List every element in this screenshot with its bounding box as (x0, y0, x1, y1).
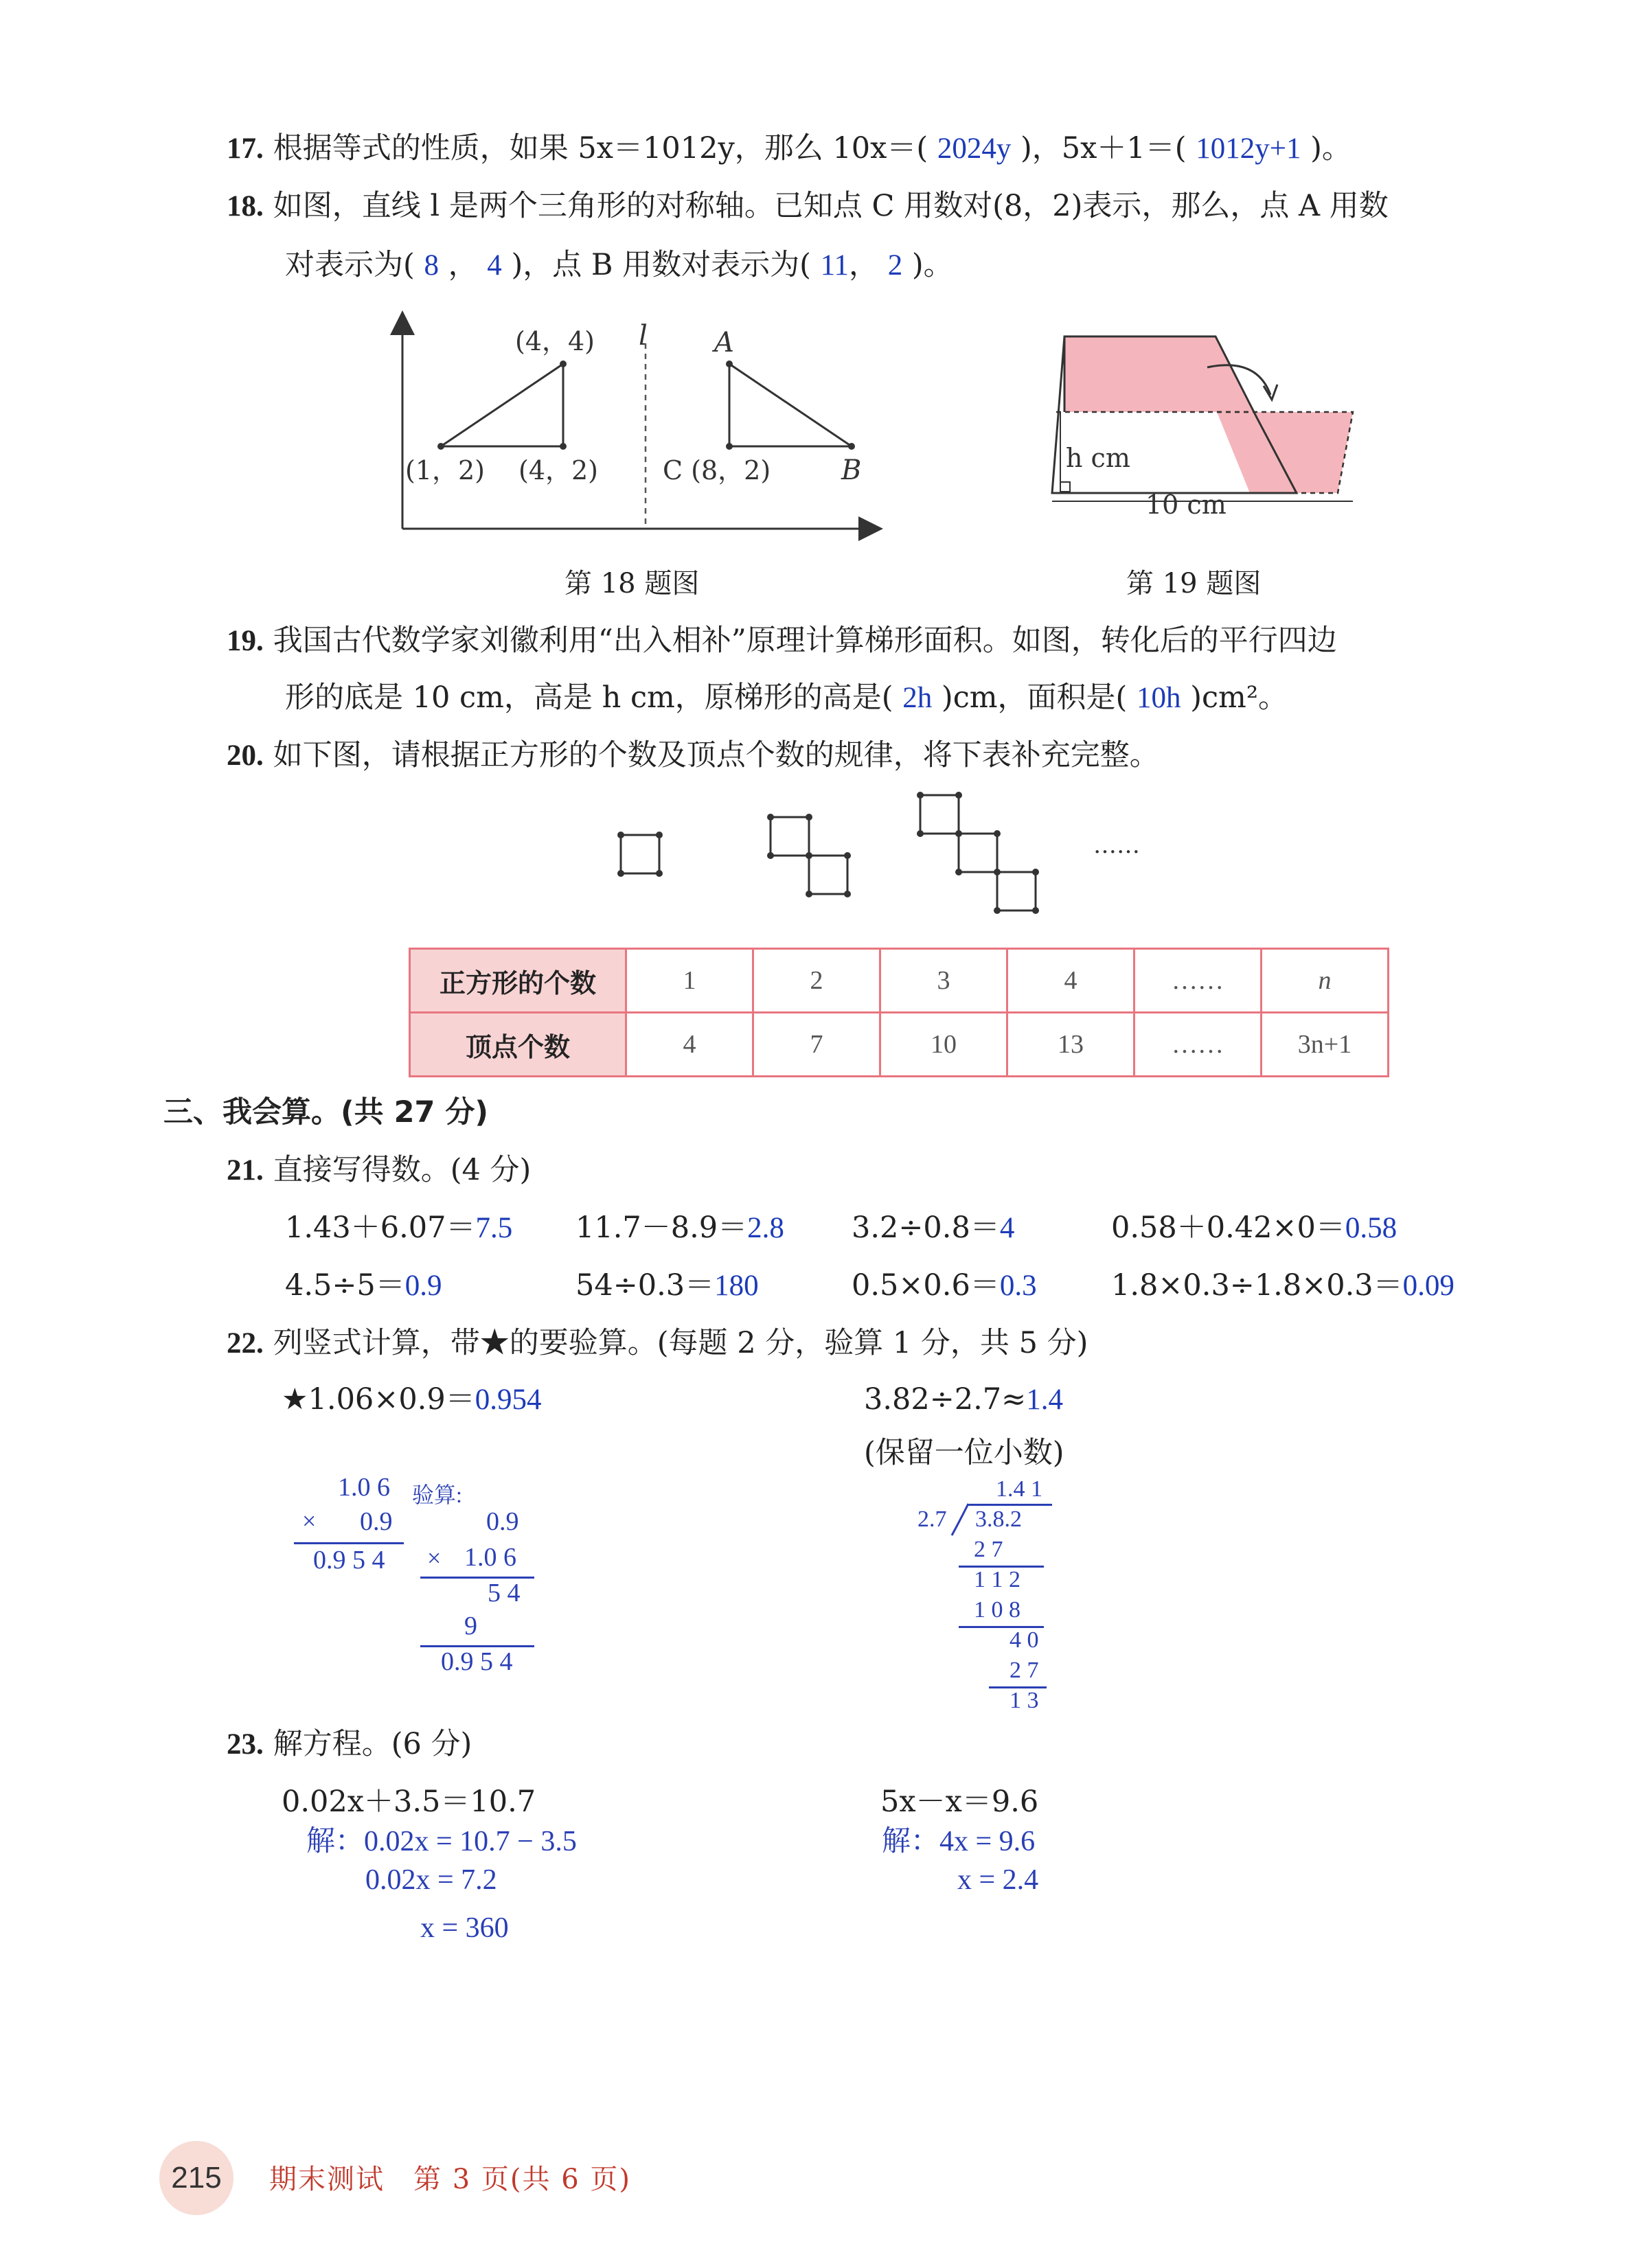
eq2-step-1: 解：4x = 9.6 (882, 1826, 1036, 1857)
check-partial-2: 9 (464, 1612, 477, 1640)
expression: 0.5×0.6＝ (852, 1268, 1000, 1303)
answer: 1.4 (1026, 1384, 1063, 1416)
div-step-4: 4 0 (1010, 1627, 1039, 1653)
table-cell: 4 (626, 1013, 753, 1077)
q21-line (227, 1151, 531, 1190)
div-step-1: 2 7 (974, 1537, 1003, 1562)
q21-item (1111, 1209, 1397, 1248)
mult-times-sign: × (302, 1507, 317, 1535)
right-angle-mark (1060, 482, 1070, 492)
check-partial-1: 5 4 (488, 1579, 521, 1607)
question-number: 20. (227, 740, 264, 772)
mult-bottom: 0.9 (360, 1507, 393, 1536)
q18-text-2c: )。 (911, 248, 953, 282)
q19-answer-1: 2h (902, 682, 933, 714)
table-cell: 10 (880, 1013, 1007, 1077)
expression: 0.58＋0.42×0＝ (1111, 1211, 1345, 1245)
eq2-step-2: x = 2.4 (957, 1864, 1039, 1896)
q19-line-1 (227, 621, 1337, 661)
div-step-3: 1 0 8 (974, 1597, 1020, 1623)
div-bracket (948, 1502, 971, 1537)
answer: 4 (999, 1212, 1015, 1244)
table-cell: 2 (753, 949, 880, 1013)
row-header-squares: 正方形的个数 (410, 949, 626, 1013)
square-pattern-figure (604, 790, 1140, 927)
q19-text-2a: 形的底是 10 cm，高是 h cm，原梯形的高是( (285, 680, 893, 715)
mult-result: 0.9 5 4 (313, 1546, 385, 1574)
q18-line-1 (227, 187, 1389, 226)
table-cell: n (1262, 949, 1389, 1013)
q23-line (227, 1725, 472, 1764)
answer: 2.8 (747, 1212, 784, 1244)
q21-item (852, 1209, 1014, 1248)
expression: 1.43＋6.07＝ (285, 1211, 476, 1245)
q19-answer-2: 10h (1137, 682, 1181, 714)
check-bottom: 1.0 6 (464, 1543, 516, 1572)
answer: 7.5 (475, 1212, 513, 1244)
section-3-title: 三、我会算。(共 27 分) (163, 1095, 489, 1130)
q23-equation-2: 5x－x＝9.6 (880, 1785, 1039, 1819)
expression: 54÷0.3＝ (575, 1268, 715, 1303)
div-top-rule (967, 1504, 1052, 1506)
q19-text-1: 我国古代数学家刘徽利用“出入相补”原理计算梯形面积。如图，转化后的平行四边 (273, 623, 1337, 658)
answer: 180 (714, 1270, 759, 1302)
div-remainder: 1 3 (1010, 1688, 1039, 1713)
table-cell: …… (1134, 949, 1262, 1013)
q20-line (227, 736, 1159, 775)
q20-text: 如下图，请根据正方形的个数及顶点个数的规律，将下表补充完整。 (273, 738, 1159, 772)
q18-text-2b: )，点 B 用数对表示为( (511, 248, 811, 282)
point-b (848, 443, 855, 450)
table-cell: …… (1134, 1013, 1262, 1077)
q18-text-2a: 对表示为( (285, 248, 415, 282)
pattern-table (409, 948, 1389, 1077)
pattern-ellipsis: …… (1093, 832, 1140, 859)
point (560, 443, 567, 450)
q18-answer-b1: 11 (820, 249, 849, 282)
figure-18 (371, 302, 893, 549)
q21-title: 直接写得数。(4 分) (273, 1153, 532, 1187)
question-number: 19. (227, 625, 264, 657)
div-divisor: 2.7 (917, 1507, 947, 1532)
q21-item (1111, 1266, 1455, 1305)
q18-answer-b2: 2 (887, 249, 903, 282)
q19-line-2 (285, 678, 1288, 718)
question-number: 23. (227, 1728, 264, 1761)
point (437, 443, 444, 450)
figure-19 (1037, 309, 1367, 529)
answer: 0.9 (404, 1270, 442, 1302)
label-1-2: (1，2) (405, 455, 486, 485)
footer-text: 期末测试 第 3 页(共 6 页) (269, 2164, 631, 2195)
check-top: 0.9 (486, 1507, 519, 1536)
check-times-sign: × (427, 1544, 442, 1572)
figure-18-caption: 第 18 题图 (564, 568, 700, 599)
shaded-top-trapezoid (1064, 336, 1254, 412)
question-number: 21. (227, 1154, 264, 1187)
answer: 0.954 (475, 1384, 542, 1416)
table-cell: 3 (880, 949, 1007, 1013)
question-number: 18. (227, 190, 264, 222)
mult-rule (294, 1542, 404, 1544)
q22-title: 列竖式计算，带★的要验算。(每题 2 分，验算 1 分，共 5 分) (273, 1326, 1088, 1360)
label-b: B (841, 455, 862, 486)
point-a (726, 360, 733, 367)
pattern-3-squares (920, 795, 1036, 910)
expression: 1.8×0.3÷1.8×0.3＝ (1111, 1268, 1403, 1303)
q22-rounding-note: (保留一位小数) (864, 1436, 1064, 1470)
expression: 4.5÷5＝ (285, 1268, 405, 1303)
q18-answer-a2: 4 (487, 249, 502, 282)
expression: 11.7－8.9＝ (575, 1211, 748, 1245)
q22-problem-2 (864, 1380, 1063, 1419)
q21-item (575, 1209, 784, 1248)
page-number: 215 (159, 2141, 233, 2215)
q21-item (285, 1266, 442, 1305)
label-4-4: (4，4) (515, 326, 595, 356)
q21-item (285, 1209, 512, 1248)
q18-text-1: 如图，直线 l 是两个三角形的对称轴。已知点 C 用数对(8，2)表示，那么，点 A 用数 (273, 189, 1389, 223)
q17-answer-1: 2024y (937, 133, 1012, 165)
eq1-step-2: 0.02x = 7.2 (365, 1864, 497, 1896)
check-label: 验算: (412, 1482, 462, 1507)
table-cell-answer: 3n+1 (1262, 1013, 1389, 1077)
div-step-2: 1 1 2 (974, 1567, 1020, 1592)
q17-text-b: )，5x＋1＝( (1020, 131, 1187, 165)
q23-equation-1: 0.02x＋3.5＝10.7 (282, 1785, 536, 1819)
q23-title: 解方程。(6 分) (273, 1727, 472, 1761)
table-cell: 1 (626, 949, 753, 1013)
table-cell: 4 (1007, 949, 1134, 1013)
q22-problem-1 (282, 1380, 541, 1419)
label-c-8-2: C (8，2) (663, 455, 771, 485)
q22-line (227, 1324, 1088, 1363)
left-triangle (441, 364, 563, 446)
question-number: 22. (227, 1327, 264, 1360)
q19-text-2c: )cm²。 (1190, 680, 1288, 715)
point-c (726, 443, 733, 450)
table-cell: 7 (753, 1013, 880, 1077)
label-h-cm: h cm (1066, 443, 1130, 473)
label-4-2: (4，2) (518, 455, 599, 485)
q18-line-2: 对表示为( 8 ， 4 )，点 B 用数对表示为( 11， 2 )。 (285, 248, 953, 282)
right-triangle (729, 364, 852, 446)
label-l: l (639, 320, 648, 352)
expression: ★1.06×0.9＝ (282, 1382, 475, 1417)
point (560, 360, 567, 367)
expression: 3.2÷0.8＝ (852, 1211, 1000, 1245)
table-row (410, 1013, 1389, 1077)
vertex-dots (617, 792, 1039, 914)
q18-answer-a1: 8 (424, 249, 439, 282)
label-10-cm: 10 cm (1145, 490, 1227, 520)
q21-item (575, 1266, 759, 1305)
div-dividend: 3.8.2 (975, 1507, 1022, 1532)
table-row (410, 949, 1389, 1013)
q17-answer-2: 1012y+1 (1196, 133, 1301, 165)
check-result: 0.9 5 4 (441, 1647, 513, 1676)
answer: 0.09 (1402, 1270, 1455, 1302)
table-cell-answer: 13 (1007, 1013, 1134, 1077)
figure-19-caption: 第 19 题图 (1126, 568, 1262, 599)
q19-text-2b: )cm，面积是( (941, 680, 1128, 715)
eq1-step-1: 解：0.02x = 10.7 − 3.5 (306, 1826, 577, 1857)
eq1-step-3: x = 360 (420, 1912, 509, 1944)
q21-item (852, 1266, 1037, 1305)
pattern-1-square (621, 835, 659, 873)
div-quotient: 1.4 1 (996, 1476, 1042, 1502)
div-step-5: 2 7 (1010, 1658, 1039, 1683)
answer: 0.3 (999, 1270, 1037, 1302)
q17-text-c: )。 (1310, 131, 1351, 165)
shaded-moved-piece (1217, 412, 1353, 493)
row-header-vertices: 顶点个数 (410, 1013, 626, 1077)
answer: 0.58 (1345, 1212, 1398, 1244)
q17-text-a: 根据等式的性质，如果 5x＝1012y，那么 10x＝( (273, 131, 928, 165)
question-number: 17. (227, 133, 264, 165)
q17-line (227, 129, 1351, 168)
label-a: A (714, 327, 734, 358)
expression: 3.82÷2.7≈ (864, 1382, 1027, 1417)
mult-top: 1.0 6 (338, 1473, 390, 1502)
